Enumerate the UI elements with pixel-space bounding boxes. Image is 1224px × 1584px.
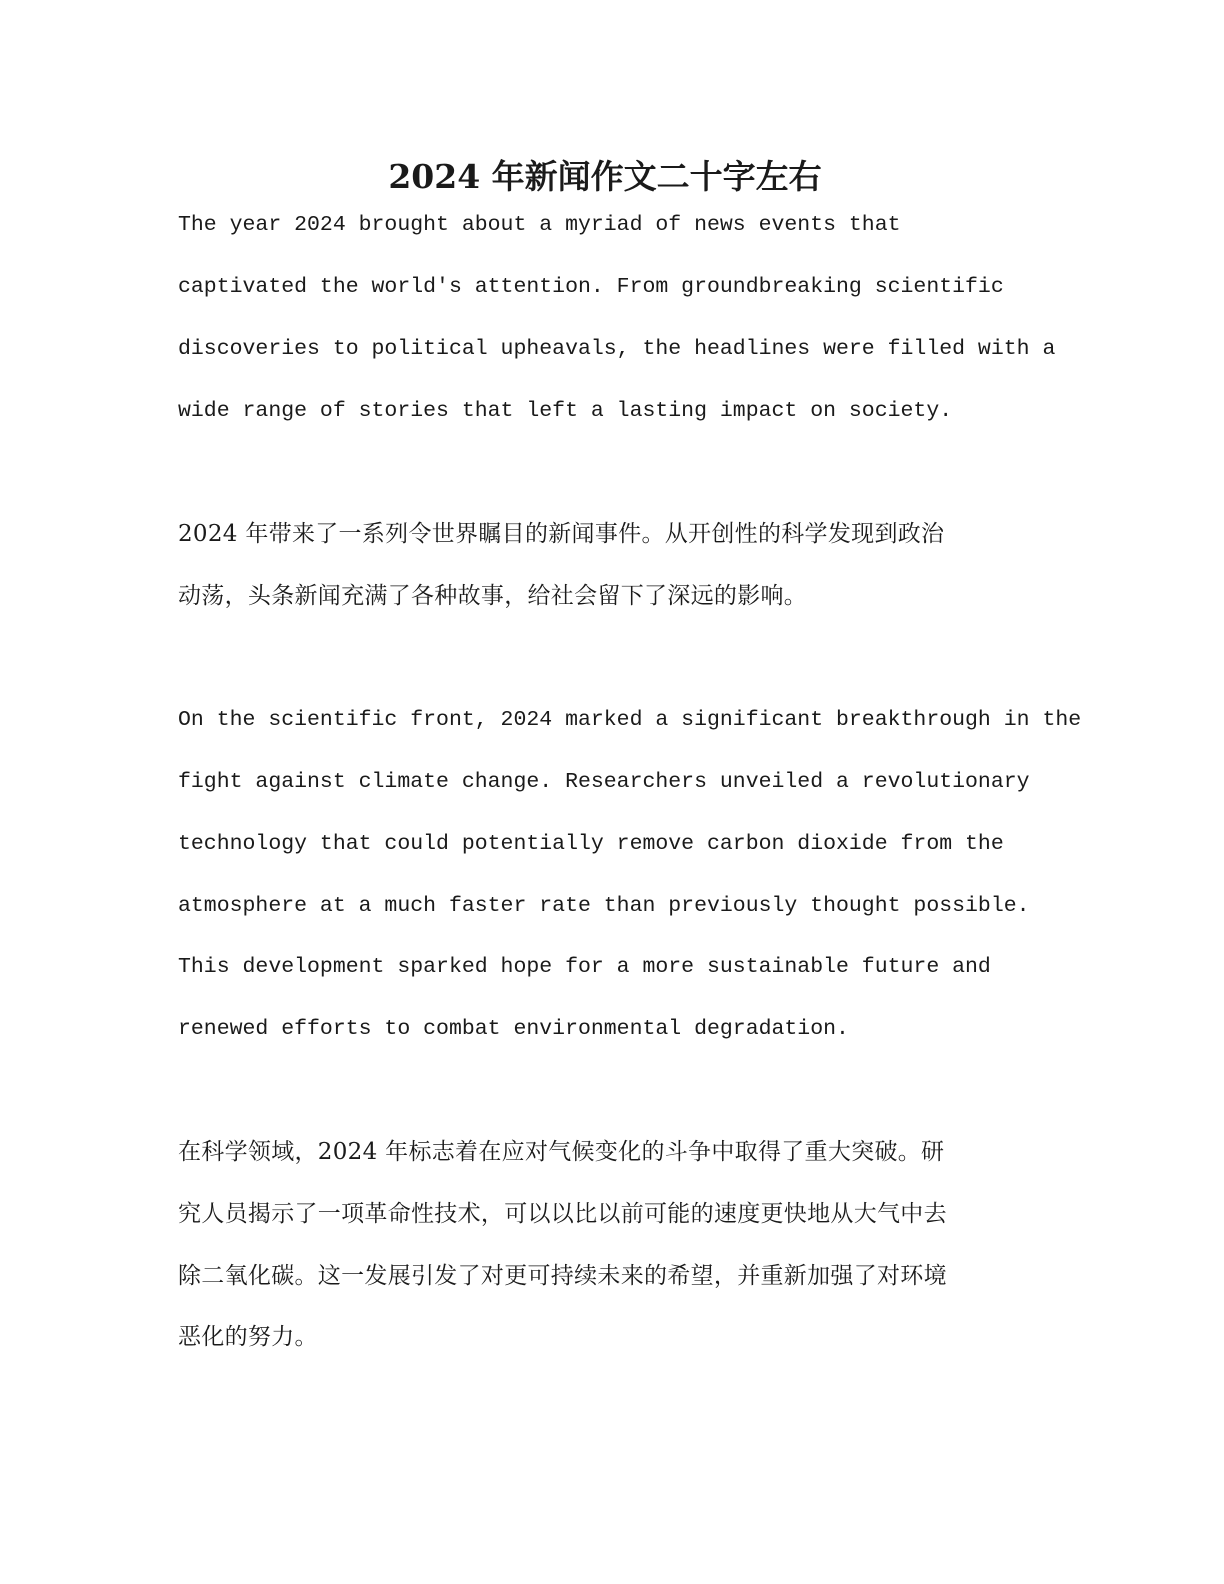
paragraph-1-line-2: captivated the world's attention. From groundbreaking scientific bbox=[178, 275, 1004, 299]
paragraph-3-line-5: This development sparked hope for a more sustainable future and bbox=[178, 955, 991, 979]
paragraph-2-line-1: 2024 年带来了一系列令世界瞩目的新闻事件。从开创性的科学发现到政治 bbox=[178, 521, 945, 547]
paragraph-4-line-2: 究人员揭示了一项革命性技术，可以以比以前可能的速度更快地从大气中去 bbox=[178, 1201, 947, 1227]
document-title: 2024 年新闻作文二十字左右 bbox=[388, 157, 822, 197]
paragraph-4-line-1: 在科学领域，2024 年标志着在应对气候变化的斗争中取得了重大突破。研 bbox=[178, 1139, 945, 1165]
paragraph-3-line-4: atmosphere at a much faster rate than previously thought possible. bbox=[178, 894, 1030, 918]
paragraph-1-line-1: The year 2024 brought about a myriad of news events that bbox=[178, 213, 901, 237]
paragraph-1-line-3: discoveries to political upheavals, the headlines were filled with a bbox=[178, 337, 1056, 361]
paragraph-3-line-6: renewed efforts to combat environmental degradation. bbox=[178, 1017, 849, 1041]
paragraph-2-line-2: 动荡，头条新闻充满了各种故事，给社会留下了深远的影响。 bbox=[178, 583, 808, 609]
paragraph-4-line-4: 恶化的努力。 bbox=[178, 1324, 318, 1350]
paragraph-3-line-1: On the scientific front, 2024 marked a significant breakthrough in the bbox=[178, 708, 1082, 732]
paragraph-3-line-2: fight against climate change. Researchers unveiled a revolutionary bbox=[178, 770, 1030, 794]
paragraph-3-line-3: technology that could potentially remove carbon dioxide from the bbox=[178, 832, 1004, 856]
paragraph-4-line-3: 除二氧化碳。这一发展引发了对更可持续未来的希望，并重新加强了对环境 bbox=[178, 1263, 947, 1289]
paragraph-1-line-4: wide range of stories that left a lasting impact on society. bbox=[178, 399, 953, 423]
